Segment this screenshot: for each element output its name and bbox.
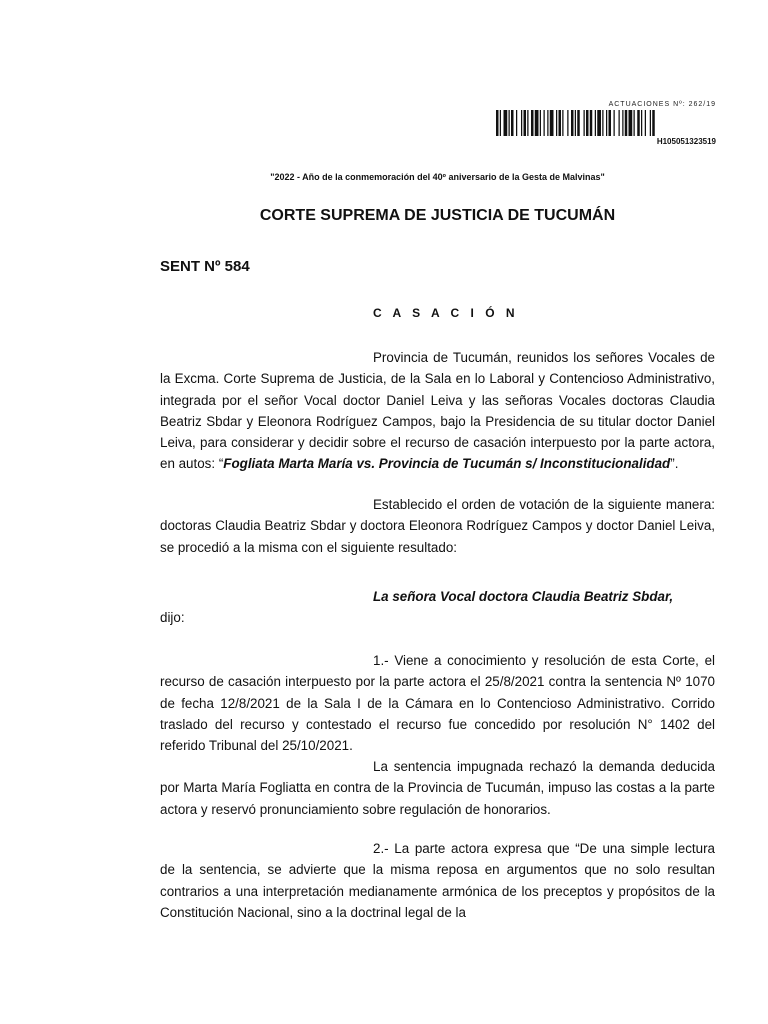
motto-line — [0, 172, 768, 182]
paragraph-intro-text: Provincia de Tucumán, reunidos los señores Vocales de la Excma. Corte Suprema de Justicia, de la Sala en lo Laboral y Contencioso Administrativo, integrada por el señor Vocal doctor Daniel Leiva y las señoras Vocales doctoras Claudia Beatriz Sbdar y Eleonora Rodríguez Campos, bajo la Presidencia de su titular doctor Daniel Leiva, para considerar y decidir sobre el recurso de casación interpuesto por la parte actora, en autos: “ — [160, 350, 715, 472]
paragraph-voting-order: Establecido el orden de votación de la siguiente manera: doctoras Claudia Beatriz Sbdar y doctora Eleonora Rodríguez Campos y doctor Daniel Leiva, se procedió a la misma con el siguiente resultado: — [160, 497, 715, 555]
barcode-code: H105051323519 — [656, 137, 716, 146]
sentence-number: SENT Nº 584 — [160, 258, 250, 275]
actuaciones-label: ACTUACIONES Nº: 262/19 — [608, 101, 716, 108]
paragraph-intro — [160, 347, 715, 475]
section-title: C A S A C I Ó N — [373, 306, 519, 320]
paragraph-point-2: 2.- La parte actora expresa que “De una simple lectura de la sentencia, se advierte que la misma reposa en argumentos que no solo resultan contrarios a una interpretación medianamente armónica de los preceptos y propósitos de la Constitución Nacional, sino a la doctrinal legal de la — [160, 841, 715, 920]
paragraph-sentence: La sentencia impugnada rechazó la demanda deducida por Marta María Fogliatta en contra de la Provincia de Tucumán, impuso las costas a la parte actora y reservó pronunciamiento sobre regulación de honorarios. — [160, 759, 715, 817]
motto-text: "2022 - Año de la conmemoración del 40º aniversario de la Gesta de Malvinas" — [270, 172, 605, 182]
court-title — [0, 207, 768, 225]
paragraph-point-1: 1.- Viene a conocimiento y resolución de esta Corte, el recurso de casación interpuesto por la parte actora el 25/8/2021 contra la sentencia Nº 1070 de fecha 12/8/2021 de la Sala I de la Cámara en lo Contencioso Administrativo. Corrido traslado del recurso y contestado el recurso fue concedido por resolución N° 1402 del referido Tribunal del 25/10/2021. — [160, 653, 715, 754]
court-title-text: CORTE SUPREMA DE JUSTICIA DE TUCUMÁN — [259, 207, 616, 224]
case-title: Fogliata Marta María vs. Provincia de Tucumán s/ Inconstitucionalidad — [223, 456, 671, 472]
vocal-heading: La señora Vocal doctora Claudia Beatriz Sbdar, — [373, 589, 674, 604]
barcode-icon — [496, 110, 716, 136]
paragraph-intro-end: ”. — [670, 456, 679, 472]
barcode-block — [496, 100, 716, 147]
dijo-label: dijo: — [160, 610, 185, 625]
